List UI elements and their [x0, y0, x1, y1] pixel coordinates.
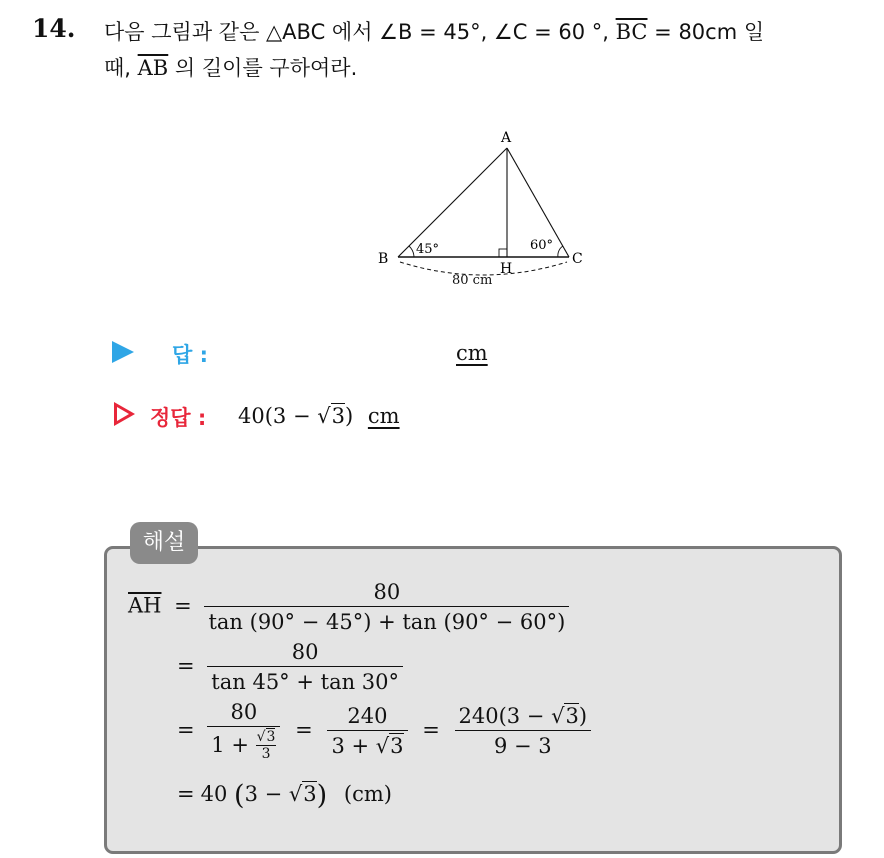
question-line2-prefix: 때, [104, 56, 138, 80]
question-line1-suffix: = 80cm 일 [647, 20, 765, 44]
fraction-2-denominator: tan 45° + tan 30° [207, 666, 403, 694]
angle-c-arc [558, 246, 563, 257]
fraction-5-numerator: 240(3 − √3) [458, 704, 588, 729]
fraction-2 [207, 640, 403, 694]
question-number: 14. [32, 14, 76, 43]
label-a: A [501, 130, 512, 146]
label-b: B [378, 251, 389, 267]
correct-value: 40(3 − √3) cm [238, 404, 400, 428]
small-fraction-radicand: 3 [266, 729, 276, 745]
explanation-tab: 해설 [130, 522, 198, 564]
correct-arrow-icon [114, 402, 135, 426]
eq-sign: = [177, 653, 195, 678]
eq-sign: = [295, 717, 313, 742]
correct-value-prefix: 40(3 − [238, 404, 318, 428]
angle-b-arc [409, 246, 414, 257]
fraction-5-num-suffix: ) [578, 704, 588, 729]
fraction-5-radicand: 3 [565, 704, 579, 729]
angle-b-label: 45° [416, 242, 440, 257]
fraction-4-radicand: 3 [390, 734, 404, 759]
eq-sign: = [177, 782, 195, 806]
fraction-5 [455, 704, 592, 758]
final-prefix: 40 [200, 782, 235, 806]
correct-value-radicand: 3 [331, 404, 345, 428]
segment-bc: $\overline{BC}$ [615, 20, 648, 44]
answer-unit: cm [456, 341, 488, 365]
fraction-4-den-prefix: 3 + [331, 734, 376, 759]
fraction-3-numerator: 80 [230, 700, 258, 724]
question-line1-prefix: 다음 그림과 같은 △ABC 에서 ∠B = 45°, ∠C = 60 °, [104, 20, 616, 44]
fraction-1-denominator: tan (90° − 45°) + tan (90° − 60°) [204, 606, 569, 634]
answer-label: 답 : [172, 343, 208, 367]
final-radicand: 3 [303, 782, 317, 806]
fraction-4 [327, 704, 407, 758]
side-ab [398, 148, 507, 257]
question-line2-suffix: 의 길이를 구하여라. [168, 56, 358, 80]
fraction-4-numerator: 240 [347, 704, 388, 729]
fraction-3-den-prefix: 1 + [211, 732, 256, 757]
fraction-2-numerator: 80 [291, 640, 319, 664]
fraction-4-denominator: 3 + √3 [327, 730, 407, 758]
final-unit: (cm) [343, 782, 392, 806]
base-length-label: 80 cm [452, 273, 493, 288]
fraction-1 [204, 580, 569, 634]
explanation-line-2 [177, 640, 403, 694]
answer-arrow-icon [112, 341, 134, 363]
fraction-1-numerator: 80 [373, 580, 401, 604]
correct-value-suffix: ) [345, 404, 354, 428]
fraction-3-denominator [207, 726, 280, 763]
fraction-5-num-prefix: 240(3 − [458, 704, 552, 729]
label-h: H [500, 261, 513, 277]
segment-ah: $\overline{AH}$ [128, 593, 162, 618]
angle-c-label: 60° [530, 238, 554, 253]
triangle-figure [360, 120, 620, 300]
segment-ab: $\overline{AB}$ [137, 56, 169, 80]
question-line-2 [104, 52, 357, 82]
explanation-line-4: = 40 (3 − √3) (cm) [177, 780, 392, 811]
explanation-line-1 [128, 580, 569, 634]
explanation-line-3 [177, 700, 591, 763]
fraction-3 [207, 700, 280, 763]
small-fraction: $\frac{√3}{3}$ [256, 729, 276, 763]
eq-sign: = [177, 717, 195, 742]
label-c: C [572, 251, 583, 267]
correct-unit: cm [367, 404, 400, 428]
right-angle-mark [499, 249, 507, 257]
eq-sign: = [422, 717, 440, 742]
small-fraction-denominator: 3 [256, 745, 277, 762]
final-inner-prefix: 3 − [244, 782, 289, 806]
correct-label: 정답 : [150, 406, 207, 430]
eq-sign: = [174, 593, 192, 618]
question-line-1 [104, 16, 764, 46]
fraction-5-denominator: 9 − 3 [455, 730, 592, 758]
